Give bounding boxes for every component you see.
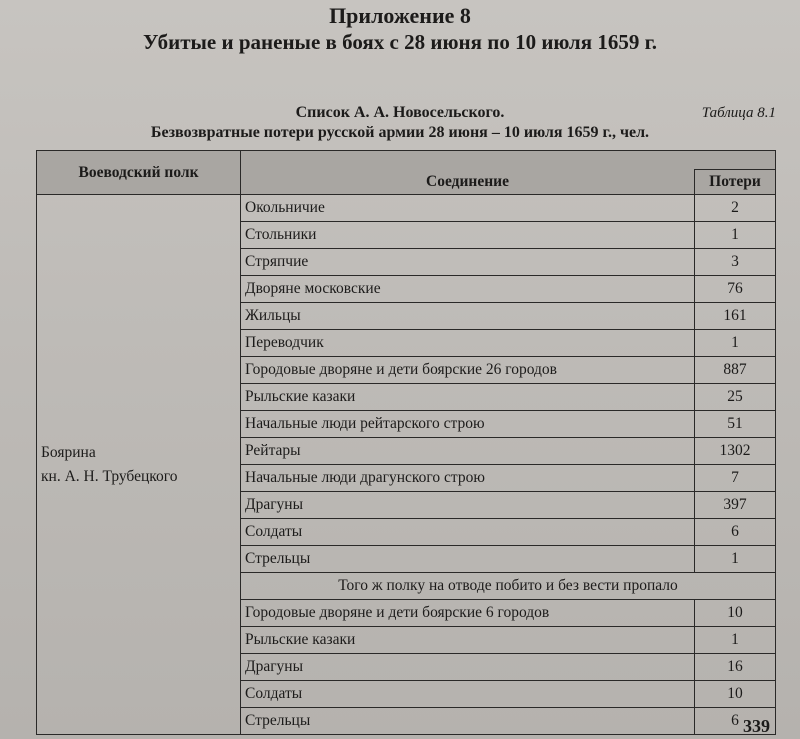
losses-cell: 887 [695,357,776,384]
losses-cell: 1 [695,330,776,357]
table-caption-source: Список А. А. Новосельского. [295,104,505,121]
losses-cell: 6 [695,708,776,735]
unit-cell: Начальные люди рейтарского строю [241,411,695,438]
unit-cell: Драгуны [241,654,695,681]
table-label: Таблица 8.1 [701,105,776,121]
losses-cell: 2 [695,195,776,222]
losses-cell: 6 [695,519,776,546]
losses-cell: 25 [695,384,776,411]
losses-cell: 7 [695,465,776,492]
losses-table [36,150,776,735]
losses-cell: 1 [695,546,776,573]
unit-cell: Стряпчие [241,249,695,276]
unit-cell: Городовые дворяне и дети боярские 6 городов [241,600,695,627]
losses-cell: 397 [695,492,776,519]
voevoda-line2: кн. А. Н. Трубецкого [41,467,178,485]
column-header-losses: Потери [695,170,776,195]
losses-cell: 51 [695,411,776,438]
unit-cell: Стольники [241,222,695,249]
table-caption-description: Безвозвратные потери русской армии 28 июня – 10 июля 1659 г., чел. [150,124,650,141]
losses-cell: 3 [695,249,776,276]
losses-cell: 1 [695,627,776,654]
unit-cell: Окольничие [241,195,695,222]
losses-cell: 1302 [695,438,776,465]
unit-cell: Городовые дворяне и дети боярские 26 городов [241,357,695,384]
losses-cell: 10 [695,681,776,708]
column-header-voevoda: Воеводский полк [37,151,241,195]
page-number: 339 [743,716,770,736]
unit-cell: Стрельцы [241,546,695,573]
voevoda-line1: Боярина [41,443,96,461]
appendix-title: Приложение 8 [329,3,471,28]
appendix-subtitle: Убитые и раненые в боях с 28 июня по 10 июля 1659 г. [143,30,657,54]
losses-cell: 16 [695,654,776,681]
unit-cell: Солдаты [241,681,695,708]
unit-cell: Драгуны [241,492,695,519]
unit-cell: Дворяне московские [241,276,695,303]
note-cell: Того ж полку на отводе побито и без вести пропало [241,573,776,600]
voevoda-cell [37,195,241,735]
unit-cell: Начальные люди драгунского строю [241,465,695,492]
header-row [37,151,776,170]
table-row [37,195,776,222]
losses-cell: 1 [695,222,776,249]
unit-cell: Рыльские казаки [241,627,695,654]
unit-cell: Рыльские казаки [241,384,695,411]
unit-cell: Рейтары [241,438,695,465]
column-header-unit: Соединение [241,170,695,195]
unit-cell: Солдаты [241,519,695,546]
unit-cell: Переводчик [241,330,695,357]
losses-cell: 161 [695,303,776,330]
unit-cell: Стрельцы [241,708,695,735]
losses-cell: 10 [695,600,776,627]
unit-cell: Жильцы [241,303,695,330]
losses-cell: 76 [695,276,776,303]
header-spacer [241,151,776,170]
